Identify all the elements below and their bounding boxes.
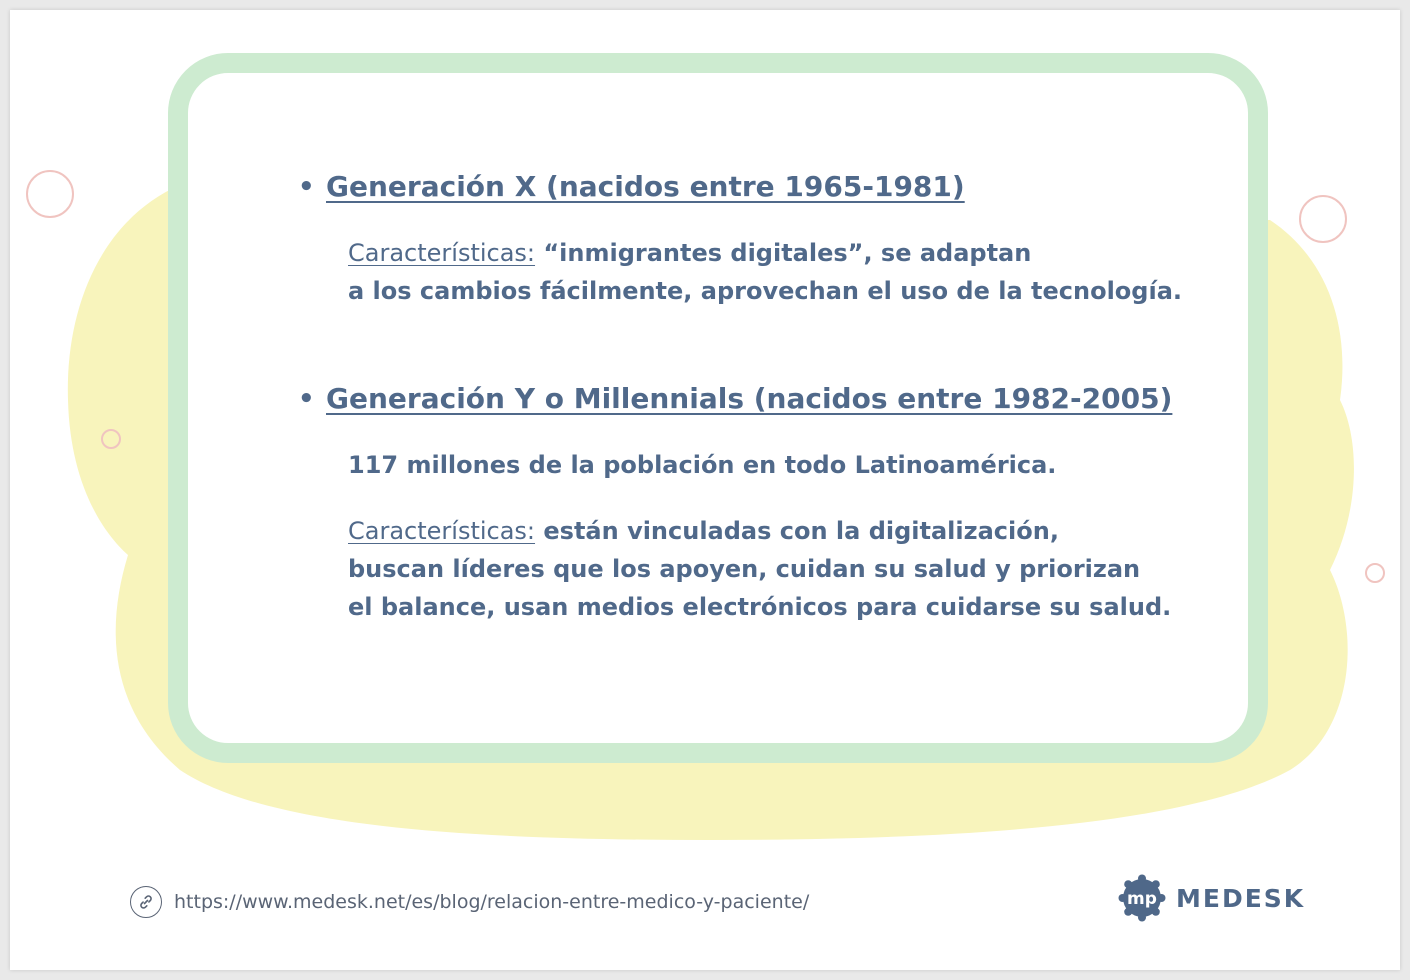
bullet: •	[298, 172, 315, 202]
section-title-gen-y	[298, 380, 1208, 418]
medesk-brand	[1118, 874, 1305, 922]
characteristics-label: Características:	[348, 239, 536, 267]
medesk-logo-icon	[1118, 874, 1166, 922]
paragraph-line	[348, 234, 1208, 272]
gen-x-characteristics	[348, 234, 1208, 310]
decorative-circle-right-large	[1299, 195, 1347, 243]
decorative-circle-right-small	[1365, 563, 1385, 583]
card-content	[298, 168, 1208, 626]
paragraph-text: están vinculadas con la digitalización,	[543, 517, 1059, 545]
gen-y-characteristics	[348, 512, 1208, 626]
logo-monogram: mp	[1127, 889, 1157, 909]
gen-y-population	[348, 446, 1208, 484]
decorative-circle-left-large	[26, 170, 74, 218]
brand-name: MEDESK	[1176, 883, 1306, 913]
paragraph-line: el balance, usan medios electrónicos para cuidarse su salud.	[348, 593, 1172, 621]
content-card	[168, 53, 1268, 763]
characteristics-label: Características:	[348, 517, 536, 545]
bullet: •	[298, 384, 315, 414]
link-icon	[130, 886, 162, 918]
paragraph-line: a los cambios fácilmente, aprovechan el uso de la tecnología.	[348, 277, 1182, 305]
section-title-text: Generación X (nacidos entre 1965-1981)	[326, 170, 965, 203]
paragraph-line	[348, 512, 1208, 550]
slide	[10, 10, 1400, 970]
paragraph-text: “inmigrantes digitales”, se adaptan	[543, 239, 1032, 267]
section-title-gen-x	[298, 168, 1208, 206]
section-title-text: Generación Y o Millennials (nacidos entre 1982-2005)	[326, 382, 1173, 415]
decorative-circle-left-small	[101, 429, 121, 449]
source-link[interactable]	[130, 886, 809, 918]
paragraph-line: 117 millones de la población en todo Latinoamérica.	[348, 451, 1057, 479]
paragraph-line: buscan líderes que los apoyen, cuidan su salud y priorizan	[348, 555, 1141, 583]
source-url[interactable]: https://www.medesk.net/es/blog/relacion-entre-medico-y-paciente/	[174, 891, 810, 913]
